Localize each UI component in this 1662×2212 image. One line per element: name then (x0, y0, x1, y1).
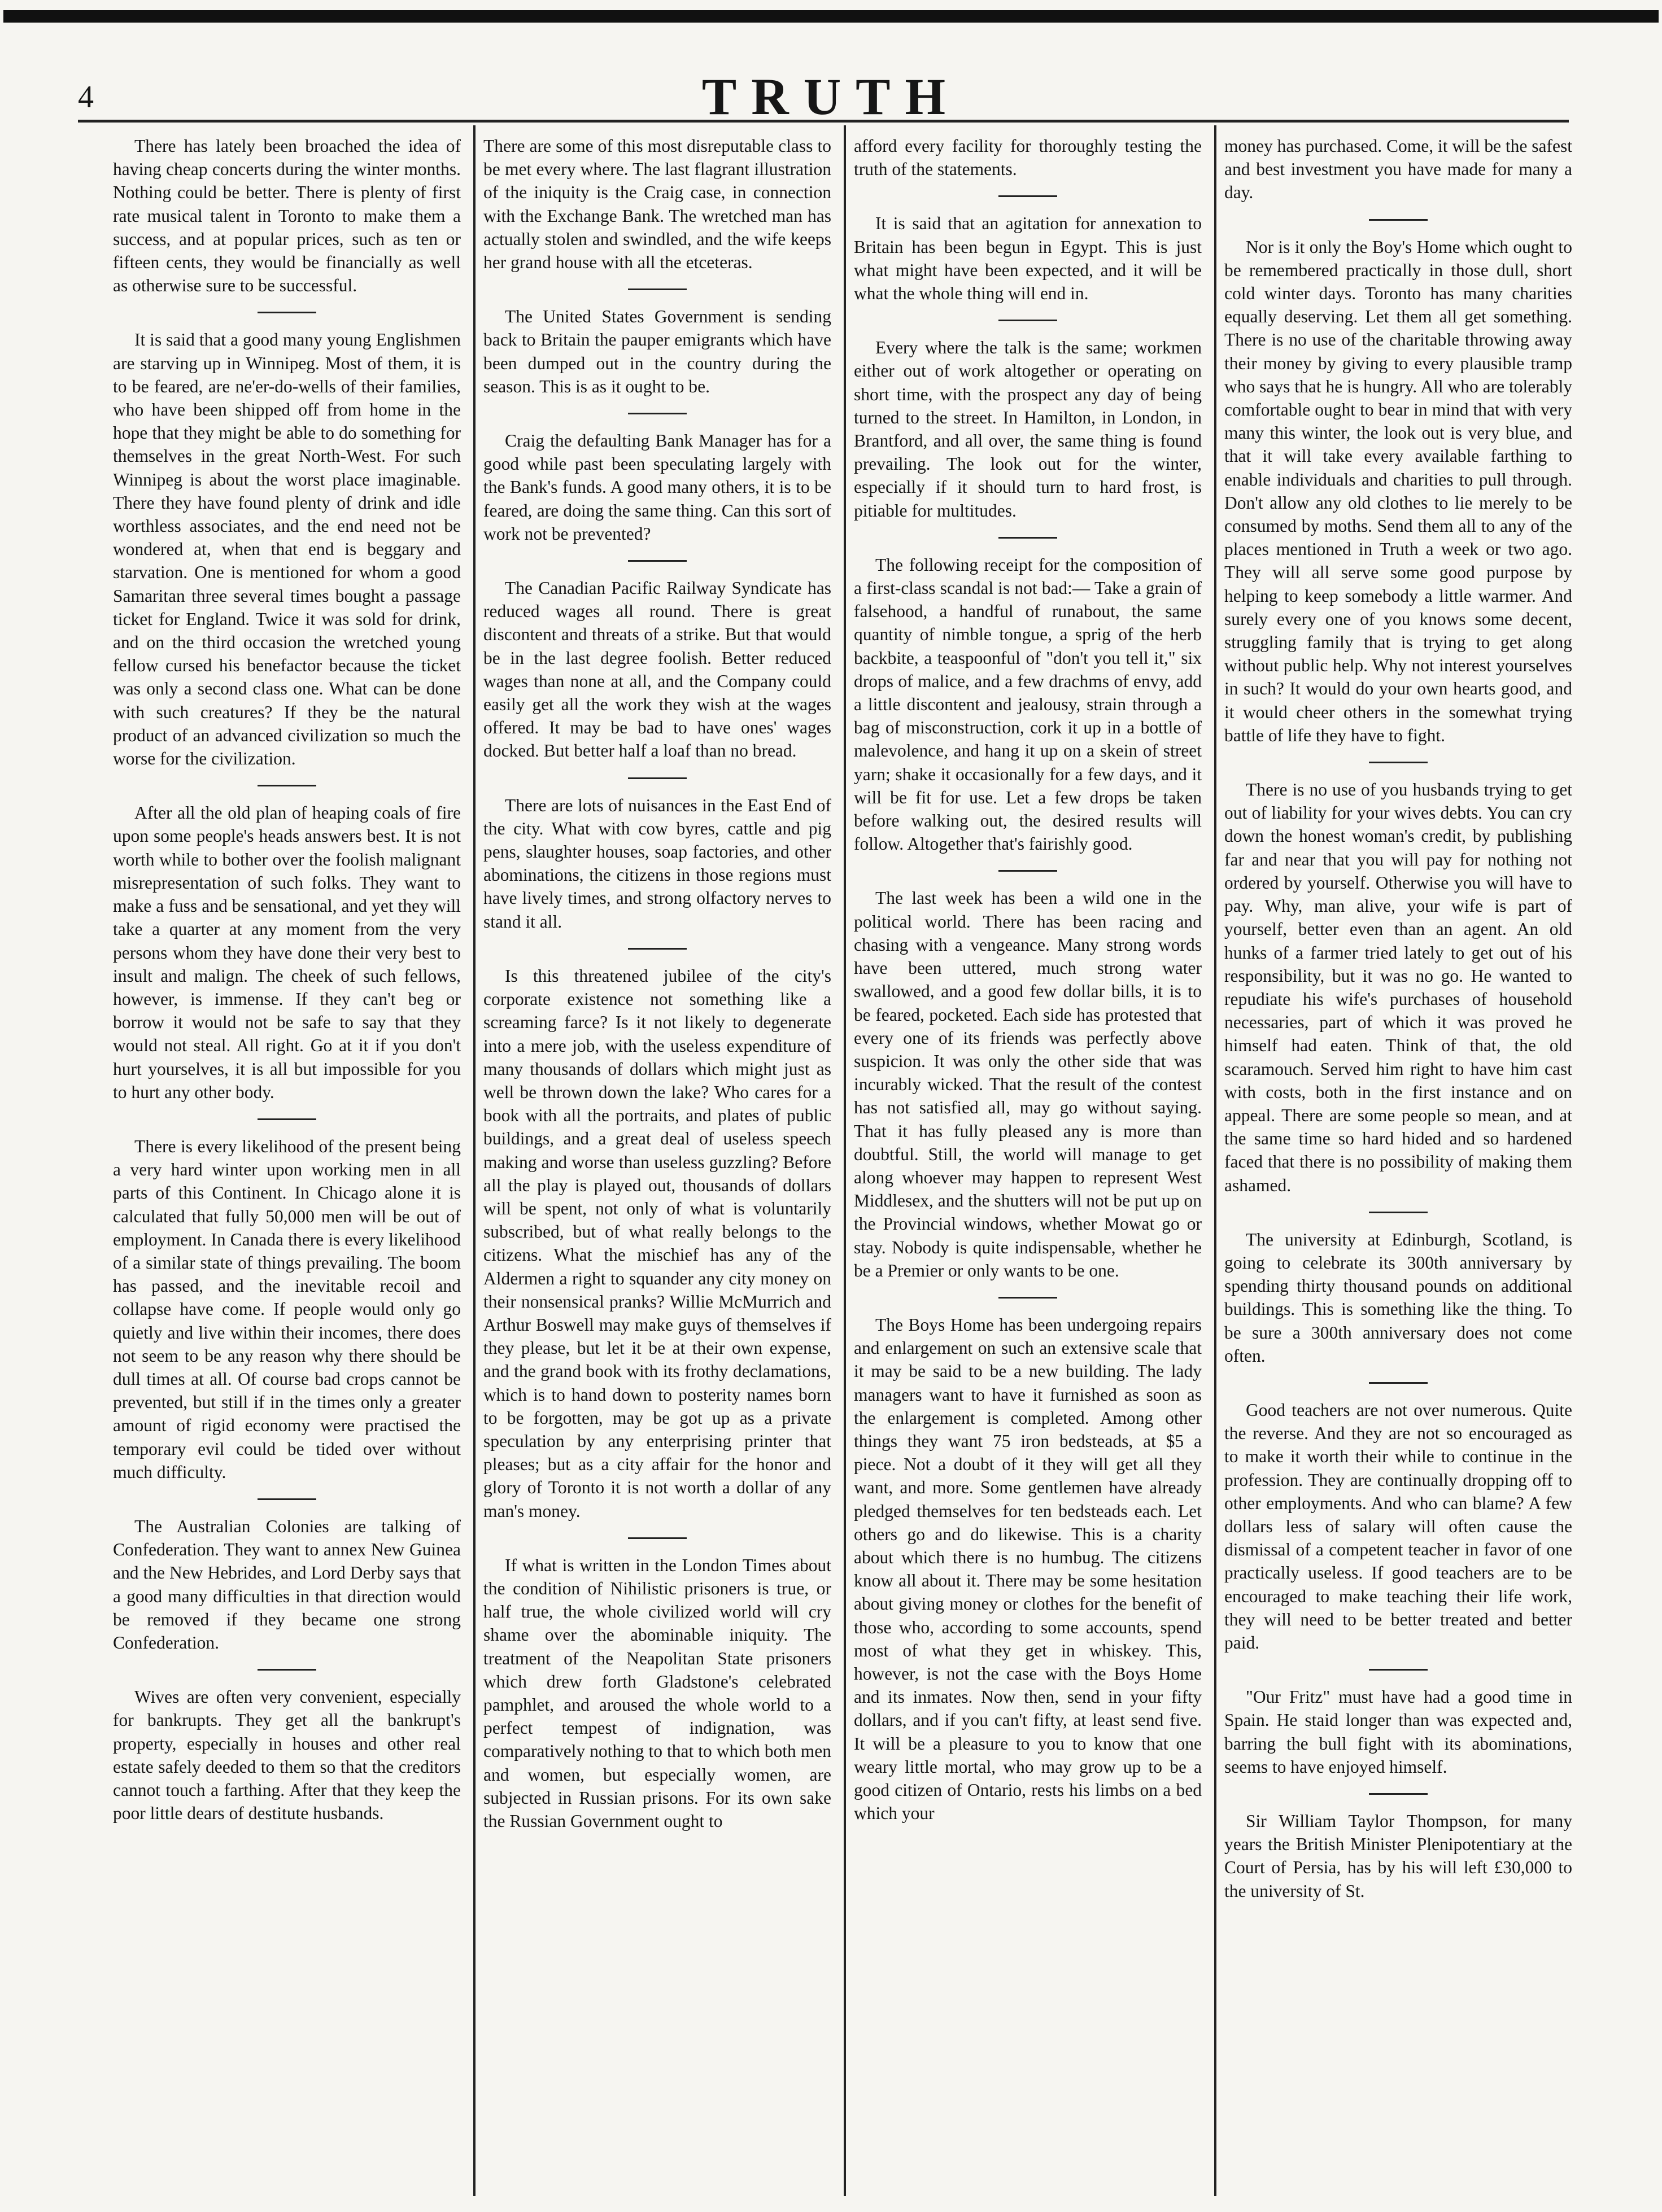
article: The United States Government is sending back to Britain the pauper emigrants which have been dumped out in the country during the season. This is as it ought to be. (483, 307, 831, 396)
article: Craig the defaulting Bank Manager has for a good while past been speculating largely with the Bank's funds. A good many others, it is to be feared, are doing the same thing. Can this sort of work not be prevented? (483, 431, 831, 544)
article: If what is written in the London Times about the condition of Nihilistic prisoners is true, or half true, the whole civilized world will cry shame over the abominable iniquity. The treatment of the Neapolitan State prisoners which drew forth Gladstone's celebrated pamphlet, and aroused the whole world to a perfect tempest of indignation, was comparatively nothing to that to which both men and women, but especially women, are subjected in Russian prisons. For its own sake the Russian Government ought to (483, 1555, 831, 1831)
article-separator (258, 1498, 316, 1500)
article-continuation: afford every facility for thoroughly testing the truth of the statements. (854, 136, 1202, 180)
article-separator (998, 320, 1057, 321)
article: Sir William Taylor Thompson, for many years the British Minister Plenipotentiary at the Court of Persia, has by his will left £30,000 to the university of St. (1224, 1811, 1572, 1901)
article-separator (1369, 762, 1428, 763)
article: There has lately been broached the idea of having cheap concerts during the winter months. Nothing could be better. There is plenty of first rate musical talent in Toronto to make them a success, and at popular prices, such as ten or fifteen cents, they would be financially as well as otherwise sure to be successful. (113, 136, 461, 296)
top-border-bar (3, 10, 1659, 23)
article: "Our Fritz" must have had a good time in Spain. He staid longer than was expected and, barring the bull fight with its abominations, seems to have enjoyed himself. (1224, 1687, 1572, 1777)
article-continuation: money has purchased. Come, it will be the safest and best investment you have made for many a day. (1224, 136, 1572, 203)
article-separator (628, 288, 687, 290)
article: Every where the talk is the same; workmen either out of work altogether or operating on short time, with the prospect any day of being turned to the street. In Hamilton, in London, in Brantford, and all over, the same thing is found prevailing. The look out for the winter, especially if it should turn to hard frost, is pitiable for multitudes. (854, 338, 1202, 521)
article-separator (998, 870, 1057, 872)
article: The university at Edinburgh, Scotland, is going to celebrate its 300th anniversary by spending thirty thousand pounds on additional buildings. This is something like the thing. To be sure a 300th anniversary does not come often. (1224, 1229, 1572, 1366)
column-rule (473, 125, 476, 2196)
article: It is said that an agitation for annexation to Britain has been begun in Egypt. This is just what might have been expected, and it will be what the whole thing will end in. (854, 213, 1202, 304)
article: There is every likelihood of the present being a very hard winter upon working men in all parts of this Continent. In Chicago alone it is calculated that fully 50,000 men will be out of employment. In Canada there is every likelihood of a similar state of things prevailing. The boom has passed, and the inevitable recoil and collapse have come. If people would only go quietly and live within their incomes, there does not seem to be any reason why there should be dull times at all. Of course bad crops cannot be prevented, but still if in the times only a greater amount of rigid economy were practised the temporary evil could be tided over without much difficulty. (113, 1136, 461, 1482)
article-separator (998, 195, 1057, 197)
article: The Australian Colonies are talking of Confederation. They want to annex New Guinea and the New Hebrides, and Lord Derby says that a good many difficulties in that direction would be removed if they became one strong Confederation. (113, 1516, 461, 1653)
article: Wives are often very convenient, especially for bankrupts. They get all the bankrupt's property, especially in houses and other real estate safely deeded to them so that the creditors cannot touch a farthing. After that they keep the poor little dears of destitute husbands. (113, 1687, 461, 1824)
article: There is no use of you husbands trying to get out of liability for your wives debts. You can cry down the honest woman's credit, by publishing far and near that you will pay for nothing not ordered by yourself. Otherwise you will have to pay. Why, man alive, your wife is part of yourself, better even than an agent. An old hunks of a farmer tried lately to get out of his responsibility, but it was no go. He wanted to repudiate his wife's purchases of household necessaries, part of which it was proved he himself had eaten. Think of that, the old scaramouch. Served him right to have him cast with costs, both in the first instance and on appeal. There are some people so mean, and at the same time so hard hided and so hardened faced that there is no possibility of making them ashamed. (1224, 780, 1572, 1195)
article-separator (258, 785, 316, 786)
article-separator (628, 948, 687, 950)
masthead-rule (78, 120, 1569, 123)
article: The last week has been a wild one in the political world. There has been racing and chasing with a vengeance. Many strong words have been uttered, much strong water swallowed, and a good few dollar bills, it is to be feared, pocketed. Each side has protested that every one of its friends was perfectly above suspicion. It was only the other side that was incurably wicked. That the result of the contest has not satisfied all, may go without saying. That it has fully pleased any is more than doubtful. Still, the world will manage to get along whoever may happen to represent West Middlesex, and the shutters will not be put up on the Provincial windows, whether Mowat go or stay. Nobody is quite indispensable, whether he be a Premier or only wants to be one. (854, 888, 1202, 1280)
article: It is said that a good many young Englishmen are starving up in Winnipeg. Most of them, it is to be feared, are ne'er-do-wells of their families, who have been shipped off from home in the hope that they might be able to do something for themselves in the great North-West. For such Winnipeg is about the worst place imaginable. There they have found plenty of drink and idle worthless associates, and the end need not be wondered at, when that end is beggary and starvation. One is mentioned for whom a good Samaritan three several times bought a passage ticket for England. Twice it was sold for drink, and on the third occasion the wretched young fellow cursed his benefactor because the ticket was only a second class one. What can be done with such creatures? If they be the natural product of an advanced civilization so much the worse for the civilization. (113, 330, 461, 769)
article: The Canadian Pacific Railway Syndicate has reduced wages all round. There is great discontent and threats of a strike. But that would be in the last degree foolish. Better reduced wages than none at all, and the Company could easily get all the work they wish at the wages offered. It may be bad to have ones' wages docked. But better half a loaf than no bread. (483, 578, 831, 761)
article: The Boys Home has been undergoing repairs and enlargement on such an extensive scale that it may be said to be a new building. The lady managers want to have it furnished as soon as the enlargement is completed. Among other things they want 75 iron bedsteads, at $5 a piece. Not a doubt of it they will get all they want, and more. Some gentlemen have already pledged themselves for ten bedsteads each. Let others go and do likewise. This is a charity about which there is no humbug. The citizens know all about it. There may be some hesitation about giving money or clothes for the benefit of those who, according to some accounts, spend most of what they get in whiskey. This, however, is not the case with the Boys Home and its inmates. Now then, send in your fifty dollars, and if you can't fifty, at least send five. It will be a pleasure to you to know that one weary little mortal, who may grow up to be a good citizen of Ontario, rests his limbs on a bed which your (854, 1314, 1202, 1824)
column-2 (483, 134, 831, 2194)
article-separator (1369, 1669, 1428, 1671)
article-separator (258, 1118, 316, 1120)
page-number: 4 (78, 80, 94, 115)
article: Is this threatened jubilee of the city's corporate existence not something like a screaming farce? Is it not likely to degenerate into a mere job, with the useless expenditure of many thousands of dollars which might just as well be thrown down the lake? Who cares for a book with all the portraits, and plates of public buildings, and a great deal of useless speech making and worse than useless guzzling? Before all the play is played out, thousands of dollars will be spent, not only of what is voluntarily subscribed, but of what really belongs to the citizens. What the mischief has any of the Aldermen a right to squander any city money on their nonsensical pranks? Willie McMurrich and Arthur Boswell may make guys of themselves if they please, but let it be at their own expense, and the grand book with its frothy declamations, which is to hand down to posterity names born to be forgotten, may be got up as a private speculation by any enterprising printer that pleases; but as a city affair for the honor and glory of Toronto it is not worth a dollar of any man's money. (483, 965, 831, 1521)
article-separator (998, 1297, 1057, 1299)
article-separator (258, 312, 316, 313)
column-rule (1214, 125, 1216, 2196)
article: There are lots of nuisances in the East End of the city. What with cow byres, cattle and pig pens, slaughter houses, soap factories, and other abominations, the citizens in those regions must have lively times, and strong olfactory nerves to stand it all. (483, 795, 831, 932)
column-3 (854, 134, 1202, 2194)
column-rule (844, 125, 846, 2196)
article: The following receipt for the composition of a first-class scandal is not bad:— Take a grain of falsehood, a handful of runabout, the same quantity of nimble tongue, a sprig of the herb backbite, a teaspoonful of "don't you tell it," six drops of malice, and a few drachms of envy, add a little discontent and jealousy, strain through a bag of misconstruction, cork it up in a bottle of malevolence, and hang it up on a skein of street yarn; shake it occasionally for a few days, and it will be fit for use. Let a few drops be taken before walking out, the desired results will follow. Altogether that's fairishly good. (854, 554, 1202, 854)
article-separator (998, 537, 1057, 539)
article-separator (628, 777, 687, 779)
article-separator (628, 413, 687, 414)
column-4 (1224, 134, 1572, 2194)
masthead-title: TRUTH (701, 68, 961, 125)
article-separator (1369, 1793, 1428, 1795)
article-separator (628, 560, 687, 562)
article-separator (1369, 1212, 1428, 1213)
article: After all the old plan of heaping coals of fire upon some people's heads answers best. It is not worth while to bother over the foolish malignant misrepresentation of such folks. They want to make a fuss and be sensational, and yet they will take a quarter at any moment from the very persons whom they have done their very best to insult and malign. The cheek of such fellows, however, is immense. If they can't beg or borrow it would not be safe to say that they would not steal. All right. Go at it if you don't hurt yourselves, it is all but impossible for you to hurt any other body. (113, 803, 461, 1102)
column-1 (113, 134, 461, 2194)
article-separator (628, 1537, 687, 1539)
article-separator (1369, 219, 1428, 221)
article-separator (258, 1669, 316, 1671)
article-separator (1369, 1382, 1428, 1384)
article: Nor is it only the Boy's Home which ought to be remembered practically in those dull, short cold winter days. Toronto has many charities equally deserving. Let them all get something. There is no use of the charitable throwing away their money by giving to every plausible tramp who says that he is hungry. All who are tolerably comfortable ought to bear in mind that with very many this winter, the look out is very blue, and that it will take every available farthing to enable individuals and charities to pull through. Don't allow any old clothes to lie merely to be consumed by moths. Send them all to any of the places mentioned in Truth a week or two ago. They will all serve some good purpose by helping to keep somebody a little warmer. And surely every one of you knows some decent, struggling family that is trying to get along without public help. Why not interest yourselves in such? It would do your own hearts good, and it would cheer others in the somewhat trying battle of life they have to fight. (1224, 237, 1572, 745)
article-continuation: There are some of this most disreputable class to be met every where. The last flagrant illustration of the iniquity is the Craig case, in connection with the Exchange Bank. The wretched man has actually stolen and swindled, and the wife keeps her grand house with all the etceteras. (483, 136, 831, 273)
article: Good teachers are not over numerous. Quite the reverse. And they are not so encouraged as to make it worth their while to continue in the profession. They are continually dropping off to other employments. And who can blame? A few dollars less of salary will often cause the dismissal of a competent teacher in favor of one practically useless. If good teachers are to be encouraged to make teaching their life work, they will need to be better treated and better paid. (1224, 1400, 1572, 1653)
